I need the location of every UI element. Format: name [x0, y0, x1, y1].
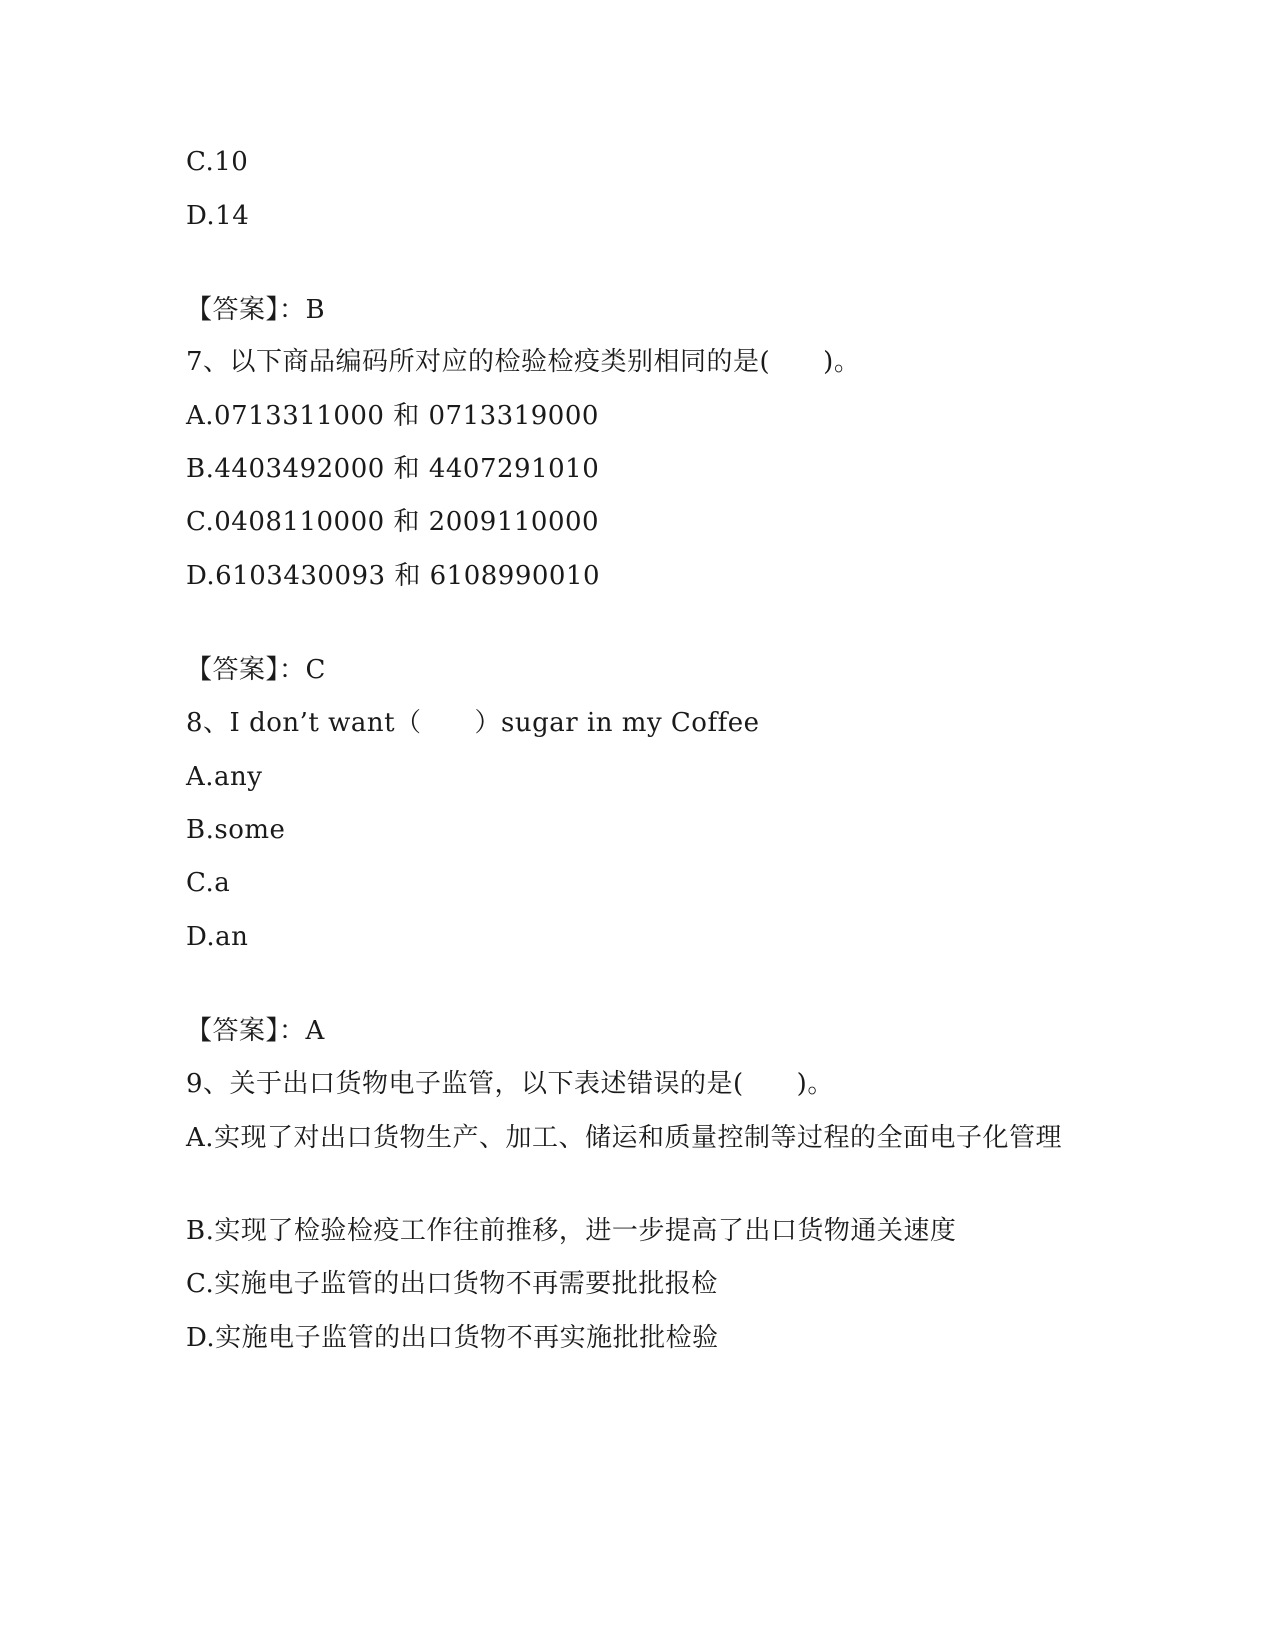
- option-d: D.实施电子监管的出口货物不再实施批批检验: [186, 1323, 719, 1353]
- option-c: C.a: [186, 868, 231, 898]
- answer-label: 【答案】：A: [186, 1016, 325, 1046]
- option-b: B.4403492000 和 4407291010: [186, 454, 600, 484]
- option-b: B.实现了检验检疫工作往前推移，进一步提高了出口货物通关速度: [186, 1216, 957, 1246]
- option-d: D.6103430093 和 6108990010: [186, 561, 601, 591]
- option-d: D.an: [186, 922, 249, 952]
- option-a: A.any: [186, 762, 263, 792]
- option-c: C.0408110000 和 2009110000: [186, 507, 600, 537]
- option-c: C.10: [186, 147, 249, 177]
- option-d: D.14: [186, 201, 250, 231]
- question-text: 8、I don’t want（ ）sugar in my Coffee: [186, 708, 760, 738]
- question-text: 7、以下商品编码所对应的检验检疫类别相同的是( )。: [186, 347, 861, 377]
- option-a: A.0713311000 和 0713319000: [186, 401, 599, 431]
- question-text: 9、关于出口货物电子监管，以下表述错误的是( )。: [186, 1069, 834, 1099]
- option-b: B.some: [186, 815, 286, 845]
- option-c: C.实施电子监管的出口货物不再需要批批报检: [186, 1269, 718, 1299]
- option-a: A.实现了对出口货物生产、加工、储运和质量控制等过程的全面电子化管理: [186, 1123, 1063, 1153]
- answer-label: 【答案】：C: [186, 655, 326, 685]
- answer-label: 【答案】：B: [186, 295, 326, 325]
